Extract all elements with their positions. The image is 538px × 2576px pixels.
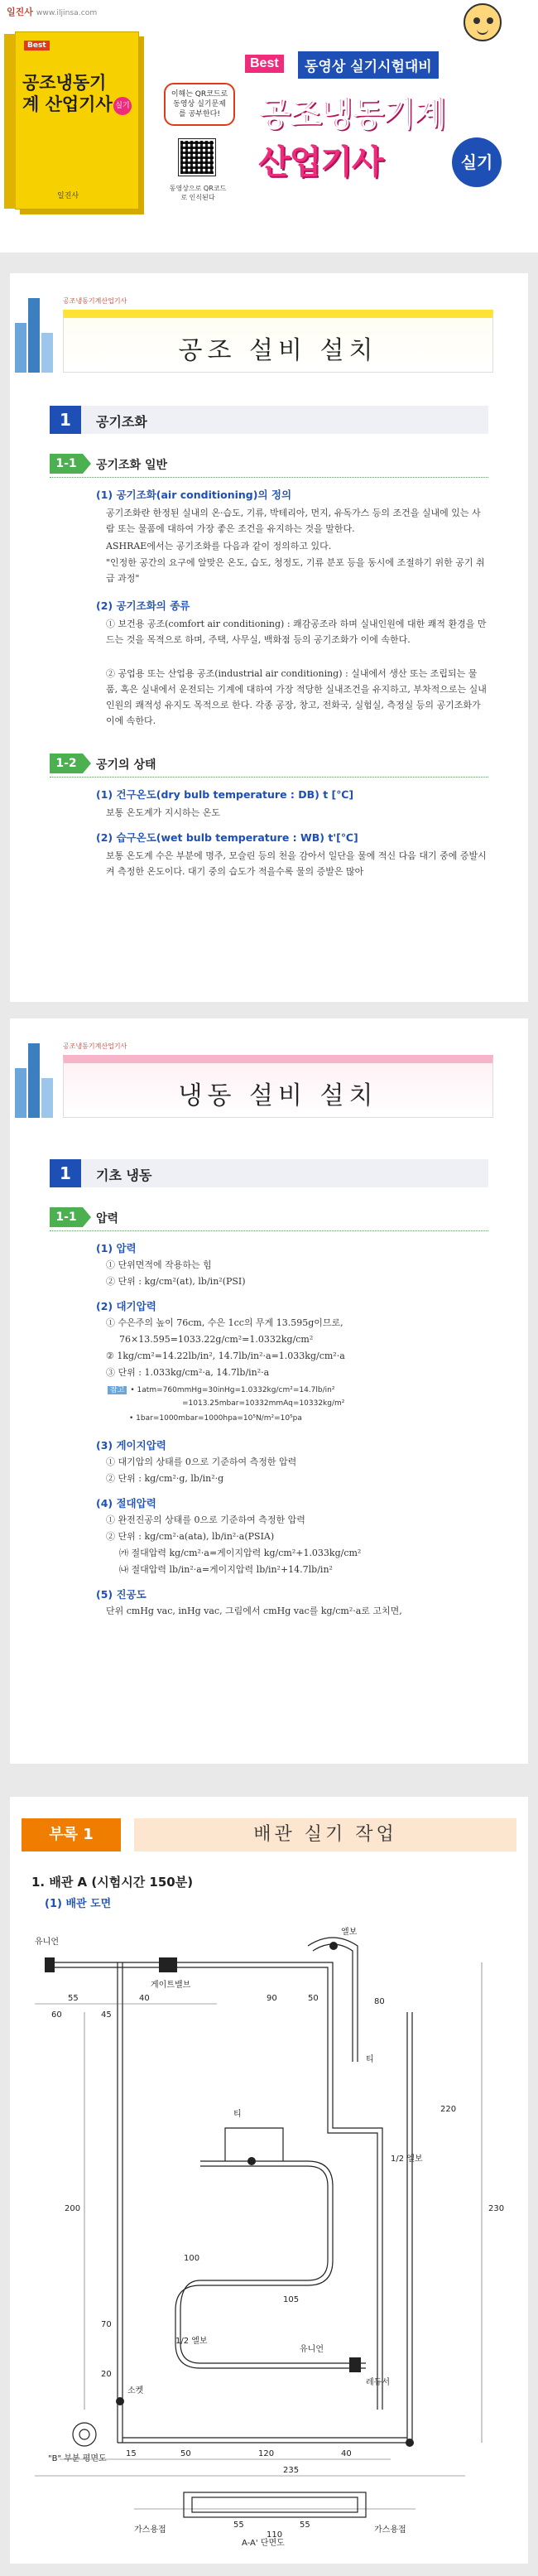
label-gas-weld: 가스용접: [374, 2525, 406, 2535]
sample-page-2: [10, 1018, 528, 1764]
publisher-logo[interactable]: [7, 5, 97, 18]
dim-label: 40: [341, 2449, 352, 2458]
section-title: 기초 냉동: [96, 1168, 152, 1183]
pipe-top-run: [51, 1962, 333, 2020]
building-icon: [15, 1068, 26, 1118]
section-aa-box: [184, 2492, 366, 2517]
paragraph: ㈎ 절대압력 kg/cm²·a=게이지압력 kg/cm²+1.033kg/cm²: [119, 1548, 362, 1558]
building-icon: [41, 333, 53, 373]
best-label: Best: [245, 55, 284, 73]
sample-page-3: [10, 1797, 528, 2564]
paragraph: ASHRAE에서는 공기조화를 다음과 같이 정의하고 있다.: [106, 541, 332, 551]
qr-caption: 동영상으로 QR코드로 인식된다: [169, 185, 227, 201]
label-elbow: 엘보: [341, 1928, 358, 1937]
socket-icon: [116, 2397, 124, 2405]
chapter-title: 냉동 설비 설치: [178, 1081, 378, 1110]
paragraph: ① 완전진공의 상태를 0으로 기준하여 측정한 압력: [106, 1514, 305, 1525]
hero-title-badge: 실기: [452, 137, 502, 187]
dim-label: 50: [308, 1994, 319, 2003]
book-title: 공조냉동기계 산업기사: [22, 73, 113, 114]
paragraph: ② 단위 : kg/cm²(at), lb/in²(PSI): [106, 1276, 246, 1287]
building-icon: [28, 1043, 40, 1118]
book-publisher: 일진사: [57, 192, 79, 200]
paragraph: ㈏ 절대압력 lb/in²·a=게이지압력 lb/in²+14.7lb/in²: [119, 1564, 333, 1575]
subsection-number: 1-2: [50, 754, 83, 773]
dim-label: 80: [374, 1997, 385, 2006]
label-union: 유니언: [35, 1938, 59, 1947]
page-tag: 공조냉동기계산업기사: [63, 1042, 127, 1050]
label-half-elbow: 1/2 엘보: [175, 2337, 208, 2346]
dim-label: 220: [440, 2105, 457, 2114]
divider: [50, 1230, 488, 1231]
dim-label: 90: [267, 1994, 277, 2003]
union-icon: [349, 2357, 361, 2372]
dim-label: 15: [126, 2449, 137, 2458]
tee-icon: [247, 2157, 256, 2165]
paragraph: ③ 단위 : 1.033kg/cm²·a, 14.7lb/in²·a: [106, 1367, 270, 1378]
label-socket: 소켓: [127, 2386, 144, 2395]
label-section-aa: A-A' 단면도: [242, 2539, 285, 2548]
note-line: =1013.25mbar=10332mmAq=10332kg/m²: [182, 1399, 345, 1408]
label-gas-weld: 가스용접: [134, 2525, 166, 2535]
qr-code-icon: [179, 139, 215, 176]
speech-bubble: 이해는 QR코드로 동영상 실기문제 를 공부한다!: [164, 83, 235, 126]
paragraph: 보통 온도계가 지시하는 온도: [106, 807, 221, 818]
chapter-title-box: [63, 1055, 493, 1118]
hero-subtitle: 동영상 실기시험대비: [298, 51, 439, 79]
dim-label: 200: [65, 2204, 81, 2213]
publisher-name: 일진사: [7, 7, 33, 17]
label-tee: 티: [366, 2055, 374, 2064]
section-header: [50, 406, 488, 434]
plan-view-ring: [73, 2423, 96, 2446]
dim-label: 120: [258, 2449, 275, 2458]
item-heading: (5) 진공도: [96, 1588, 147, 1601]
paragraph: 보통 온도계 수은 부분에 명주, 모슬린 등의 천을 감아서 일단을 물에 적신 다음 대기 중에 증발시켜 측정한 온도이다. 대기 중의 습도가 적을수록 물의 증발은 많아: [106, 850, 487, 877]
item-heading: (1) 공기조화(air conditioning)의 정의: [96, 489, 292, 501]
dim-label: 110: [267, 2530, 283, 2540]
mascot-icon: [464, 3, 502, 41]
divider: [50, 477, 488, 478]
book-spine: [4, 34, 16, 209]
elbow-icon: [406, 2439, 414, 2447]
drawing-subheading: (1) 배관 도면: [45, 1898, 112, 1910]
building-icon: [28, 298, 40, 373]
hero-title-line1: 공조냉동기계: [258, 95, 445, 133]
paragraph: ② 단위 : kg/cm²·a(ata), lb/in²·a(PSIA): [106, 1531, 275, 1542]
label-half-elbow: 1/2 엘보: [391, 2155, 423, 2164]
paragraph: "인정한 공간의 요구에 알맞은 온도, 습도, 청정도, 기류 분포 등을 동시에 조절하기 위한 공기 취급 과정": [106, 557, 485, 584]
piping-drawing: [35, 1913, 515, 2550]
paragraph: ① 대기압의 상태를 0으로 기준하여 측정한 압력: [106, 1457, 297, 1467]
item-heading: (1) 압력: [96, 1242, 137, 1254]
dim-label: 40: [139, 1994, 150, 2003]
item-heading: (2) 공기조화의 종류: [96, 599, 190, 612]
reference-note: [108, 1384, 334, 1397]
subsection-title: 압력: [96, 1212, 119, 1225]
paragraph: ① 보건용 공조(comfort air conditioning) : 쾌감공조라 하며 실내인원에 대한 쾌적 환경을 만드는 것을 목적으로 하며, 주택, 사무실, 백화점 등의 공기조화가 이에 속한다.: [106, 619, 487, 645]
chapter-title: 공조 설비 설치: [178, 336, 378, 365]
chapter-title-box: [63, 310, 493, 373]
divider: [50, 777, 488, 778]
item-heading: (2) 습구온도(wet bulb temperature : WB) t'[℃]: [96, 831, 358, 844]
dim-label: 55: [300, 2521, 310, 2530]
section-header: [50, 1159, 488, 1187]
book-cover: [15, 31, 139, 209]
dim-label: 20: [101, 2370, 112, 2379]
dim-label: 235: [283, 2466, 300, 2475]
union-icon: [45, 1957, 55, 1972]
note-line: • 1atm=760mmHg=30inHg=1.0332kg/cm²=14.7lb/in²: [130, 1386, 335, 1394]
appendix-header: [10, 1818, 528, 1851]
book-best-badge: Best: [24, 41, 50, 51]
paragraph: 공기조화란 한정된 실내의 온·습도, 기류, 박테리아, 먼지, 유독가스 등의 조건을 실내에 있는 사람 또는 물품에 대하여 가장 좋은 조건을 유지하는 것을 말한다.: [106, 508, 481, 534]
dim-label: 100: [184, 2254, 200, 2263]
subsection-title: 공기의 상태: [96, 758, 156, 772]
hero-title-line2: 산업기사: [258, 143, 383, 181]
appendix-title: 배관 실기 작업: [134, 1818, 516, 1851]
sample-page-1: [10, 273, 528, 1002]
page-tag: 공조냉동기계산업기사: [63, 297, 127, 305]
item-heading: (4) 절대압력: [96, 1497, 156, 1509]
publisher-url: www.iljinsa.com: [36, 8, 98, 17]
paragraph: ② 공업용 또는 산업용 공조(industrial air conditioning) : 실내에서 생산 또는 조립되는 물품, 혹은 실내에서 운전되는 기계에 대하여 가장 적당한 실내조건을 유지하고, 부차적으로는 실내인원의 쾌적성 유지도 목적으로 한다. 각종 공장, 창고, 전화국, 실험실, 측정실 등의 공기조화가 이에 속한다.: [106, 668, 487, 726]
dim-label: 70: [101, 2320, 112, 2329]
note-line: • 1bar=1000mbar=1000hpa=10⁵N/m²=10⁵pa: [129, 1414, 302, 1423]
dim-label: 105: [283, 2295, 300, 2304]
paragraph: ① 단위면적에 작용하는 힘: [106, 1259, 212, 1270]
note-label: 참고: [108, 1386, 127, 1394]
label-union: 유니언: [300, 2345, 324, 2354]
elbow-icon: [329, 1942, 338, 1950]
item-heading: (2) 대기압력: [96, 1300, 156, 1312]
label-reducer: 레듀서: [366, 2378, 390, 2387]
dim-label: 55: [68, 1994, 79, 2003]
subsection-number: 1-1: [50, 1207, 83, 1227]
label-tee: 티: [233, 2110, 242, 2119]
gate-valve-icon: [159, 1957, 177, 1972]
item-heading: (1) 건구온도(dry bulb temperature : DB) t [℃]: [96, 788, 354, 801]
subsection-title: 공기조화 일반: [96, 459, 168, 472]
building-icon: [41, 1078, 53, 1118]
book-tag: 실기: [113, 97, 132, 115]
section-number: 1: [50, 406, 81, 434]
hero-banner: [0, 0, 538, 253]
dim-label: 50: [180, 2449, 191, 2458]
paragraph: 단위 cmHg vac, inHg vac, 그림에서 cmHg vac를 kg/cm²·a로 고치면,: [106, 1606, 402, 1616]
dim-label: 230: [488, 2204, 505, 2213]
dim-label: 55: [233, 2521, 244, 2530]
dim-label: 60: [51, 2010, 62, 2020]
section-title: 공기조화: [96, 414, 147, 430]
item-heading: (3) 게이지압력: [96, 1439, 166, 1452]
label-gate-valve: 게이트밸브: [151, 1981, 191, 1990]
appendix-tag: 부록 1: [22, 1818, 121, 1851]
building-icon: [15, 323, 26, 373]
section-number: 1: [50, 1159, 81, 1187]
drawing-heading: 1. 배관 A (시험시간 150분): [31, 1875, 194, 1890]
paragraph: ② 1kg/cm²=14.22lb/in², 14.7lb/in²·a=1.033kg/cm²·a: [106, 1351, 345, 1361]
paragraph: ② 단위 : kg/cm²·g, lb/in²·g: [106, 1473, 224, 1484]
subsection-number: 1-1: [50, 454, 83, 474]
paragraph: 76×13.595=1033.22g/cm²=1.0332kg/cm²: [119, 1334, 314, 1345]
dim-label: 45: [101, 2010, 112, 2020]
paragraph: ① 수은주의 높이 76cm, 수은 1cc의 무게 13.595g이므로,: [106, 1317, 343, 1328]
label-view-b: "B" 부분 평면도: [48, 2454, 107, 2463]
